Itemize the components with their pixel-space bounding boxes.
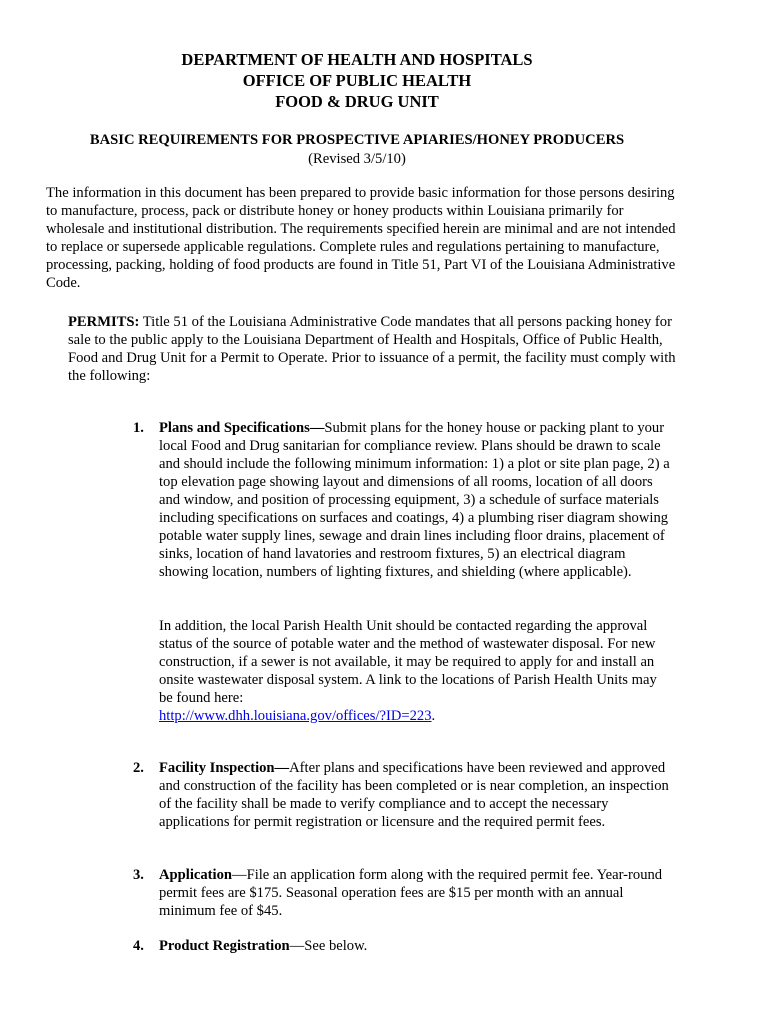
list-item-body [159, 866, 673, 920]
list-item-application [133, 866, 673, 920]
list-item-text: —See below. [289, 938, 368, 954]
list-item-title: Application [159, 867, 232, 883]
list-item-plans [133, 419, 673, 581]
header-office: OFFICE OF PUBLIC HEALTH [242, 71, 472, 90]
list-number: 4. [133, 938, 144, 954]
parish-health-link[interactable]: http://www.dhh.louisiana.gov/offices/?ID=223 [159, 708, 432, 724]
list-item-title: Product Registration [159, 938, 290, 954]
list-number: 2. [133, 760, 144, 776]
permits-label: PERMITS: [68, 314, 140, 330]
list-item-title: Plans and Specifications— [159, 420, 325, 436]
revision-date: (Revised 3/5/10) [308, 151, 406, 167]
permits-paragraph [68, 313, 680, 385]
parish-health-text: In addition, the local Parish Health Unit should be contacted regarding the approval status of the source of potable water and the method of wastewater disposal. For new construction, if a sewer is not available, it may be required to apply for and install an onsite wastewater disposal system. A link to the locations of Parish Health Units may be found here: [159, 618, 657, 706]
list-item-body [159, 937, 673, 955]
list-item-body [159, 759, 673, 831]
link-period: . [431, 708, 436, 724]
list-item-text: After plans and specifications have been reviewed and approved and construction of the facility has been completed or is near completion, an inspection of the facility shall be made to verify compliance and to accept the necessary applications for permit registration or licensure and the required permit fees. [159, 760, 669, 830]
list-item-body [159, 419, 673, 581]
list-item-text: Submit plans for the honey house or packing plant to your local Food and Drug sanitarian for compliance review. Plans should be drawn to scale and should include the following minimum information: 1) a plot or site plan page, 2) a top elevation page showing layout and dimensions of all rooms, location of all doors and window, and position of processing equipment, 3) a schedule of surface materials including specifications on surfaces and coatings, 4) a plumbing riser diagram showing potable water supply lines, sewage and drain lines including floor drains, placement of sinks, location of hand lavatories and restroom fixtures, 5) an electrical diagram showing location, numbers of lighting fixtures, and shielding (where applicable). [159, 420, 670, 580]
list-number: 3. [133, 867, 144, 883]
list-item-product-registration [133, 937, 673, 955]
list-item-title: Facility Inspection— [159, 760, 290, 776]
header-department: DEPARTMENT OF HEALTH AND HOSPITALS [181, 50, 533, 69]
document-subtitle: BASIC REQUIREMENTS FOR PROSPECTIVE APIARIES/HONEY PRODUCERS [89, 132, 625, 148]
list-number: 1. [133, 420, 144, 436]
permits-text: Title 51 of the Louisiana Administrative Code mandates that all persons packing honey for sale to the public apply to the Louisiana Department of Health and Hospitals, Office of Public Health, Food and Drug Unit for a Permit to Operate. Prior to issuance of a permit, the facility must comply with the following: [68, 314, 676, 384]
list-item-text: —File an application form along with the required permit fee. Year-round permit fees are $175. Seasonal operation fees are $15 per month with an annual minimum fee of $45. [159, 867, 663, 919]
intro-paragraph: The information in this document has been prepared to provide basic information for those persons desiring to manufacture, process, pack or distribute honey or honey products within Louisiana primarily for wholesale and institutional distribution. The requirements specified herein are minimal and are not intended to replace or supersede applicable regulations. Complete rules and regulations pertaining to manufacture, processing, packing, holding of food products are found in Title 51, Part VI of the Louisiana Administrative Code. [46, 185, 676, 291]
parish-health-paragraph [159, 617, 673, 725]
list-item-inspection [133, 759, 673, 831]
header-unit: FOOD & DRUG UNIT [275, 92, 439, 111]
